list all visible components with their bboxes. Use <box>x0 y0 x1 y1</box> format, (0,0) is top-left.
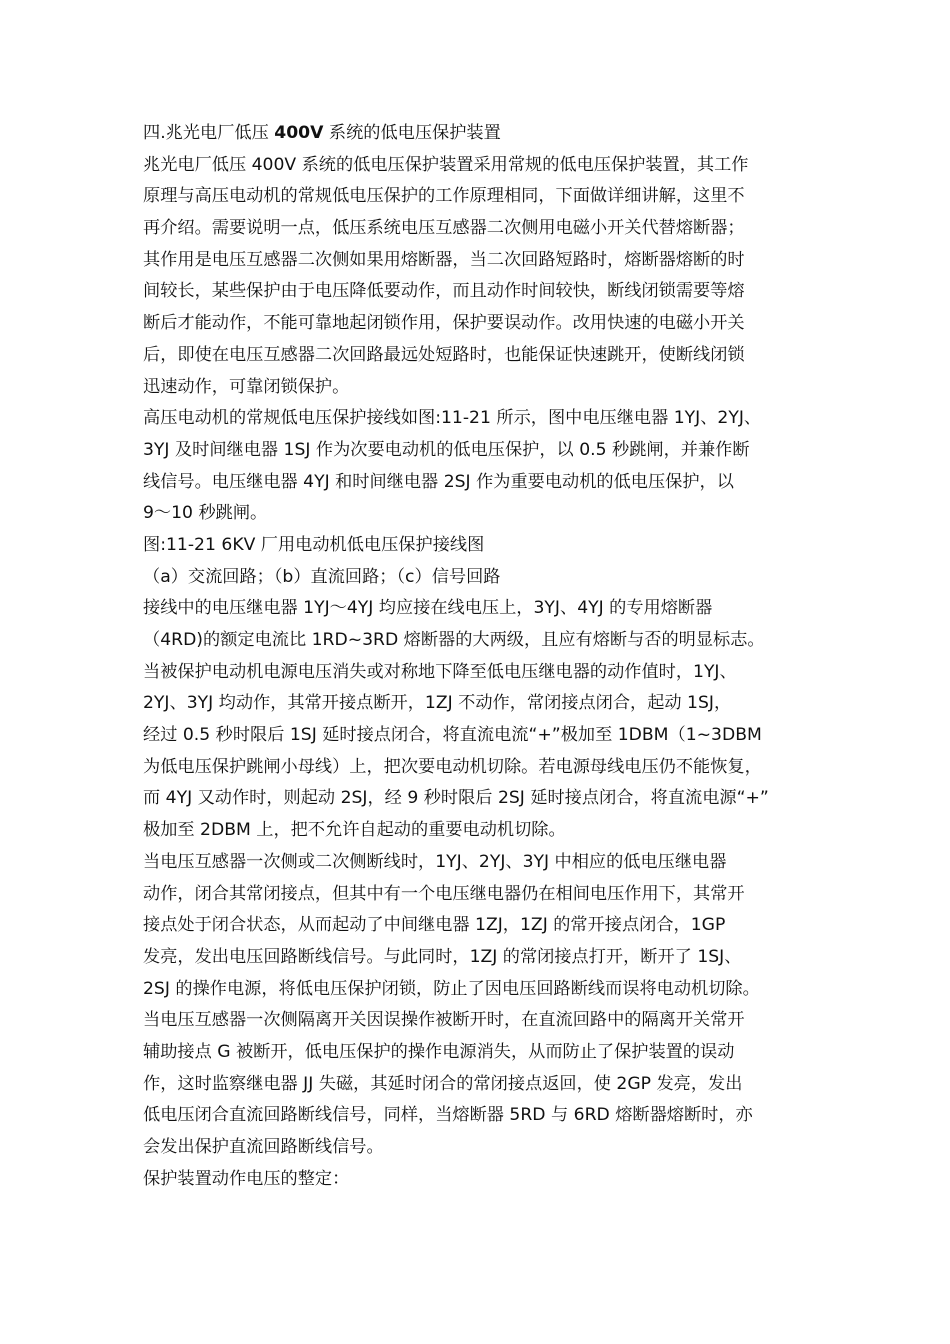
heading-suffix: 系统的低电压保护装置 <box>323 123 501 143</box>
text-line: 再介绍。需要说明一点，低压系统电压互感器二次侧用电磁小开关代替熔断器； <box>143 218 745 239</box>
text-line: 动作，闭合其常闭接点，但其中有一个电压继电器仍在相间电压作用下，其常开 <box>143 883 745 904</box>
text-line: 2SJ 的操作电源，将低电压保护闭锁，防止了因电压回路断线而误将电动机切除。 <box>143 978 760 999</box>
text-line: 为低电压保护跳闸小母线）上，把次要电动机切除。若电源母线电压仍不能恢复， <box>143 756 762 777</box>
text-line: 当电压互感器一次侧隔离开关因误操作被断开时，在直流回路中的隔离开关常开 <box>143 1010 745 1031</box>
text-line: 发亮，发出电压回路断线信号。与此同时，1ZJ 的常闭接点打开，断开了 1SJ、 <box>143 946 742 967</box>
text-line: （4RD)的额定电流比 1RD~3RD 熔断器的大两级，且应有熔断与否的明显标志。 <box>143 630 765 650</box>
figure-caption: 图:11-21 6KV 厂用电动机低电压保护接线图 <box>143 534 485 555</box>
figure-subcaption: （a）交流回路；（b）直流回路；（c）信号回路 <box>143 566 501 587</box>
heading-prefix: 四.兆光电厂低压 <box>143 123 275 143</box>
text-line: 原理与高压电动机的常规低电压保护的工作原理相同，下面做详细讲解，这里不 <box>143 186 745 207</box>
text-line: 而 4YJ 又动作时，则起动 2SJ，经 9 秒时限后 2SJ 延时接点闭合，将直流电源“+” <box>143 788 769 809</box>
document-body <box>143 118 811 1195</box>
text-line: 线信号。电压继电器 4YJ 和时间继电器 2SJ 作为重要电动机的低电压保护，以 <box>143 471 734 492</box>
text-line: 2YJ、3YJ 均动作，其常开接点断开，1ZJ 不动作，常闭接点闭合，起动 1SJ， <box>143 693 732 714</box>
text-line: 接点处于闭合状态，从而起动了中间继电器 1ZJ，1ZJ 的常开接点闭合，1GP <box>143 915 726 936</box>
text-line: 断后才能动作，不能可靠地起闭锁作用，保护要误动作。改用快速的电磁小开关 <box>143 313 745 334</box>
heading-bold: 400V <box>274 123 324 143</box>
text-line: 后，即使在电压互感器二次回路最远处短路时，也能保证快速跳开，使断线闭锁 <box>143 344 745 365</box>
text-line: 经过 0.5 秒时限后 1SJ 延时接点闭合，将直流电流“+”极加至 1DBM（1~3DBM <box>143 725 762 746</box>
text-line: 迅速动作，可靠闭锁保护。 <box>143 376 350 397</box>
text-line: 9～10 秒跳闸。 <box>143 503 268 524</box>
text-line: 会发出保护直流回路断线信号。 <box>143 1137 384 1157</box>
text-line: 兆光电厂低压 400V 系统的低电压保护装置采用常规的低电压保护装置，其工作 <box>143 154 749 175</box>
text-line: 高压电动机的常规低电压保护接线如图:11-21 所示，图中电压继电器 1YJ、2YJ、 <box>143 408 762 429</box>
text-line: 极加至 2DBM 上，把不允许自起动的重要电动机切除。 <box>143 820 566 841</box>
section-heading <box>143 118 811 150</box>
text-line: 3YJ 及时间继电器 1SJ 作为次要电动机的低电压保护，以 0.5 秒跳闸，并兼作断 <box>143 439 750 460</box>
text-line: 接线中的电压继电器 1YJ～4YJ 均应接在线电压上，3YJ、4YJ 的专用熔断器 <box>143 598 713 619</box>
text-line: 辅助接点 G 被断开，低电压保护的操作电源消失，从而防止了保护装置的误动 <box>143 1041 735 1062</box>
text-line: 当被保护电动机电源电压消失或对称地下降至低电压继电器的动作值时，1YJ、 <box>143 661 737 682</box>
text-line: 当电压互感器一次侧或二次侧断线时，1YJ、2YJ、3YJ 中相应的低电压继电器 <box>143 851 727 872</box>
text-line: 保护装置动作电压的整定： <box>143 1168 350 1189</box>
text-line: 作，这时监察继电器 JJ 失磁，其延时闭合的常闭接点返回，使 2GP 发亮，发出 <box>143 1073 743 1094</box>
text-line: 其作用是电压互感器二次侧如果用熔断器，当二次回路短路时，熔断器熔断的时 <box>143 249 745 270</box>
text-line: 间较长，某些保护由于电压降低要动作，而且动作时间较快，断线闭锁需要等熔 <box>143 281 745 302</box>
text-line: 低电压闭合直流回路断线信号，同样，当熔断器 5RD 与 6RD 熔断器熔断时，亦 <box>143 1105 753 1126</box>
